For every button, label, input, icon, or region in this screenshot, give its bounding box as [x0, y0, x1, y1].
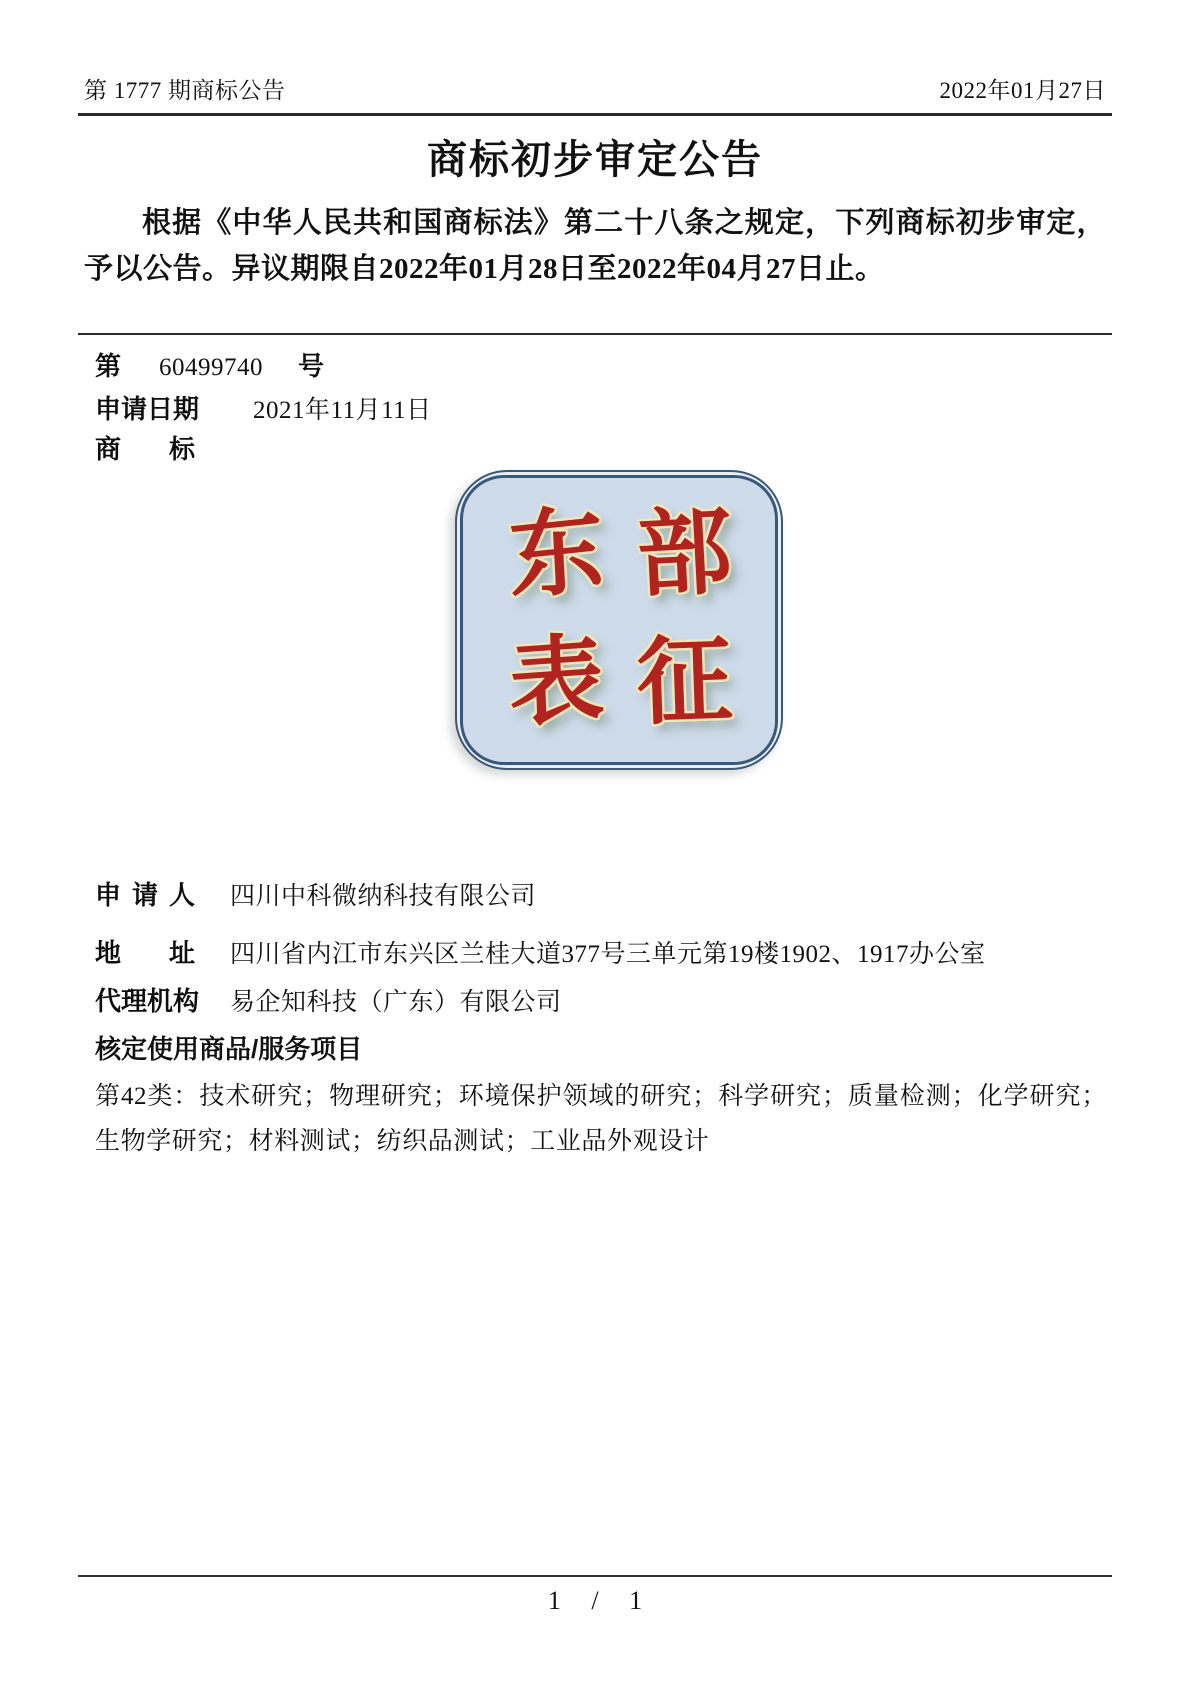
registration-suffix-label: 号: [298, 351, 325, 381]
apply-date-value: 2021年11月11日: [253, 397, 432, 424]
page-footer: [0, 1586, 1190, 1616]
registration-prefix-label: 第: [95, 351, 122, 381]
page-title: 商标初步审定公告: [427, 137, 763, 182]
publication-date: 2022年01月27日: [939, 78, 1106, 103]
address-row: [95, 933, 986, 970]
agency-label: 代理机构: [95, 986, 200, 1016]
total-page-number: 1: [629, 1586, 643, 1615]
trademark-image: [455, 470, 783, 770]
gazette-issue-title: 第 1777 期商标公告: [84, 78, 286, 103]
mark-char-biao: 表: [507, 625, 607, 738]
current-page-number: 1: [547, 1586, 561, 1615]
mark-char-zheng: 征: [635, 626, 735, 737]
intro-paragraph: 根据《中华人民共和国商标法》第二十八条之规定，下列商标初步审定，予以公告。异议期限自2022年01月28日至2022年04月27日止。: [84, 207, 1106, 285]
apply-date-row: [95, 389, 432, 426]
applicant-row: [95, 875, 536, 912]
page-header: [84, 72, 1106, 105]
registration-number-row: [95, 346, 324, 383]
address-value: 四川省内江市东兴区兰桂大道377号三单元第19楼1902、1917办公室: [230, 941, 986, 968]
services-list: 第42类：技术研究；物理研究；环境保护领域的研究；科学研究；质量检测；化学研究；生物学研究；材料测试；纺织品测试；工业品外观设计: [95, 1083, 1107, 1155]
address-label: 地址: [95, 938, 195, 968]
applicant-label: 申请人: [95, 880, 195, 910]
section-divider: [78, 333, 1112, 335]
apply-date-label: 申请日期: [95, 394, 200, 424]
header-divider: [78, 113, 1112, 116]
registration-number: 60499740: [159, 354, 264, 381]
mark-char-dong: 东: [506, 495, 607, 612]
mark-char-bu: 部: [634, 498, 736, 609]
goods-services-heading: 核定使用商品/服务项目: [95, 1034, 363, 1064]
footer-divider: [78, 1575, 1112, 1577]
agency-row: [95, 981, 562, 1018]
trademark-image-panel: [460, 475, 778, 765]
trademark-label: 商标: [95, 434, 195, 464]
applicant-value: 四川中科微纳科技有限公司: [230, 883, 537, 910]
trademark-label-row: [95, 429, 195, 466]
agency-value: 易企知科技（广东）有限公司: [230, 989, 562, 1016]
page-separator: /: [591, 1586, 599, 1615]
